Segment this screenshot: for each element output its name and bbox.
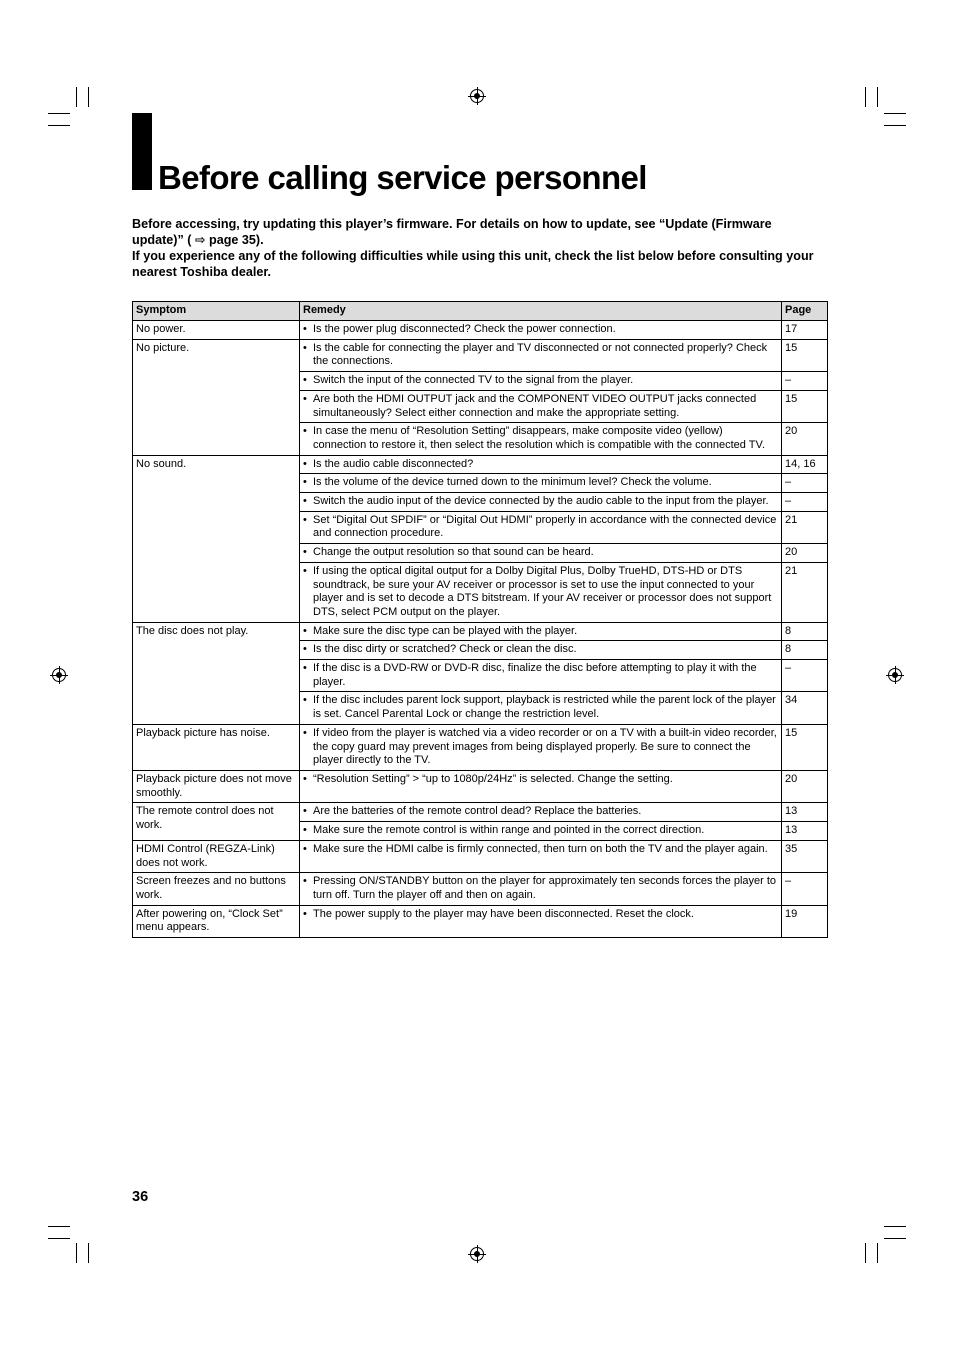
- remedy-item: [303, 694, 778, 721]
- remedy-item: [303, 773, 778, 787]
- remedy-text: If video from the player is watched via a video recorder or on a TV with a built-in video recorder, the copy guard may prevent images from being displayed properly. Be sure to connect the player directly to the TV.: [313, 726, 777, 767]
- remedy-text: Set “Digital Out SPDIF” or “Digital Out HDMI” properly in accordance with the connected device and connection procedure.: [313, 513, 777, 540]
- crop-mark: [88, 87, 89, 107]
- remedy-item: [303, 625, 778, 639]
- remedy-item: [303, 495, 778, 509]
- page-cell: 15: [782, 339, 828, 371]
- remedy-text: “Resolution Setting” > “up to 1080p/24Hz” is selected. Change the setting.: [313, 772, 673, 785]
- crop-mark: [884, 1226, 906, 1227]
- remedy-text: In case the menu of “Resolution Setting” disappears, make composite video (yellow) connection to restore it, then select the resolution which is compatible with the connected TV.: [313, 425, 765, 451]
- page-cell: 13: [782, 822, 828, 841]
- bullet-icon: •: [303, 392, 307, 405]
- remedy-cell: [300, 390, 782, 422]
- remedy-cell: [300, 803, 782, 822]
- table-body: [133, 321, 828, 938]
- symptom-cell: Screen freezes and no buttons work.: [133, 873, 300, 905]
- crop-mark: [884, 113, 906, 114]
- page-cell: 14, 16: [782, 455, 828, 474]
- crop-mark: [48, 113, 70, 114]
- remedy-text: Is the volume of the device turned down to the minimum level? Check the volume.: [313, 476, 712, 489]
- page-cell: 8: [782, 641, 828, 660]
- bullet-icon: •: [303, 842, 307, 855]
- remedy-cell: [300, 873, 782, 905]
- bullet-icon: •: [303, 875, 307, 888]
- page-cell: 8: [782, 622, 828, 641]
- crop-mark: [877, 1243, 878, 1263]
- bullet-icon: •: [303, 425, 307, 438]
- table-row: [133, 455, 828, 474]
- table-row: [133, 622, 828, 641]
- remedy-item: [303, 546, 778, 560]
- remedy-text: Are both the HDMI OUTPUT jack and the COMPONENT VIDEO OUTPUT jacks connected simultaneously? Select either connection and make the appropriate setting.: [313, 392, 757, 419]
- remedy-header: Remedy: [300, 302, 782, 321]
- remedy-cell: [300, 423, 782, 455]
- bullet-icon: •: [303, 772, 307, 785]
- page-cell: 20: [782, 544, 828, 563]
- table-row: [133, 770, 828, 802]
- remedy-item: [303, 727, 778, 768]
- table-row: [133, 840, 828, 872]
- table-row: [133, 339, 828, 371]
- page-title: Before calling service personnel: [158, 159, 647, 196]
- remedy-text: Make sure the remote control is within range and pointed in the correct direction.: [313, 824, 705, 837]
- page-cell: 20: [782, 770, 828, 802]
- page-cell: 20: [782, 423, 828, 455]
- symptom-cell: Playback picture has noise.: [133, 724, 300, 770]
- crop-mark: [865, 87, 866, 107]
- table-header-row: [133, 302, 828, 321]
- remedy-text: Switch the input of the connected TV to the signal from the player.: [313, 374, 634, 387]
- title-bar: [132, 113, 152, 190]
- remedy-text: Are the batteries of the remote control dead? Replace the batteries.: [313, 805, 642, 818]
- page-cell: 15: [782, 724, 828, 770]
- crop-mark: [88, 1243, 89, 1263]
- bullet-icon: •: [303, 694, 307, 707]
- table-row: [133, 321, 828, 340]
- page-cell: 17: [782, 321, 828, 340]
- remedy-cell: [300, 372, 782, 391]
- intro-paragraph: If you experience any of the following difficulties while using this unit, check the list below before consulting your nearest Toshiba dealer.: [132, 249, 814, 279]
- remedy-text: Make sure the disc type can be played with the player.: [313, 624, 578, 637]
- remedy-item: [303, 875, 778, 902]
- remedy-cell: [300, 562, 782, 622]
- symptom-cell: Playback picture does not move smoothly.: [133, 770, 300, 802]
- remedy-text: Make sure the HDMI calbe is firmly connected, then turn on both the TV and the player again.: [313, 842, 768, 855]
- bullet-icon: •: [303, 476, 307, 489]
- symptom-cell: After powering on, “Clock Set” menu appears.: [133, 905, 300, 937]
- remedy-cell: [300, 660, 782, 692]
- registration-mark-icon: [470, 89, 484, 103]
- symptom-cell: No picture.: [133, 339, 300, 455]
- remedy-cell: [300, 641, 782, 660]
- table-row: [133, 724, 828, 770]
- remedy-item: [303, 805, 778, 819]
- remedy-item: [303, 323, 778, 337]
- remedy-text: Pressing ON/STANDBY button on the player for approximately ten seconds forces the player to turn off. Turn the player off and then on again.: [313, 875, 777, 901]
- crop-mark: [884, 125, 906, 126]
- remedy-cell: [300, 905, 782, 937]
- crop-mark: [48, 1238, 70, 1239]
- remedy-text: The power supply to the player may have been disconnected. Reset the clock.: [313, 907, 694, 920]
- bullet-icon: •: [303, 564, 307, 577]
- page-cell: 13: [782, 803, 828, 822]
- page-cell: –: [782, 372, 828, 391]
- remedy-text: If the disc includes parent lock support, playback is restricted while the parent lock of the player is set. Cancel Parental Lock or change the restriction level.: [313, 694, 776, 721]
- bullet-icon: •: [303, 907, 307, 920]
- remedy-text: Is the disc dirty or scratched? Check or clean the disc.: [313, 643, 577, 656]
- remedy-item: [303, 514, 778, 541]
- symptom-cell: HDMI Control (REGZA-Link) does not work.: [133, 840, 300, 872]
- remedy-cell: [300, 724, 782, 770]
- crop-mark: [884, 1238, 906, 1239]
- page-number: 36: [132, 1189, 149, 1205]
- remedy-cell: [300, 692, 782, 724]
- symptom-header: Symptom: [133, 302, 300, 321]
- remedy-text: Is the audio cable disconnected?: [313, 457, 474, 470]
- crop-mark: [76, 87, 77, 107]
- table-row: [133, 905, 828, 937]
- remedy-item: [303, 374, 778, 388]
- bullet-icon: •: [303, 374, 307, 387]
- bullet-icon: •: [303, 726, 307, 739]
- table-row: [133, 803, 828, 822]
- remedy-text: If using the optical digital output for a Dolby Digital Plus, Dolby TrueHD, DTS-HD or DTS soundtrack, be sure your AV receiver or processor is set to use the input connected to your player and is set to decode a DTS bitstream. If your AV receiver or processor does not support DTS, select PCM output on the player.: [313, 564, 772, 618]
- remedy-item: [303, 662, 778, 689]
- bullet-icon: •: [303, 546, 307, 559]
- bullet-icon: •: [303, 624, 307, 637]
- remedy-item: [303, 342, 778, 369]
- symptom-cell: The disc does not play.: [133, 622, 300, 724]
- remedy-cell: [300, 622, 782, 641]
- remedy-item: [303, 458, 778, 472]
- remedy-cell: [300, 339, 782, 371]
- remedy-item: [303, 425, 778, 452]
- intro-paragraph: Before accessing, try updating this player’s firmware. For details on how to update, see “Update (Firmware update)” ( ⇨ page 35).: [132, 217, 772, 247]
- page-cell: 19: [782, 905, 828, 937]
- table-row: [133, 873, 828, 905]
- remedy-item: [303, 824, 778, 838]
- page-cell: 35: [782, 840, 828, 872]
- troubleshooting-table: [132, 301, 828, 938]
- page-cell: –: [782, 474, 828, 493]
- remedy-cell: [300, 321, 782, 340]
- page-header: Page: [782, 302, 828, 321]
- registration-mark-icon: [888, 668, 902, 682]
- remedy-item: [303, 393, 778, 420]
- bullet-icon: •: [303, 457, 307, 470]
- remedy-cell: [300, 511, 782, 543]
- bullet-icon: •: [303, 824, 307, 837]
- bullet-icon: •: [303, 643, 307, 656]
- remedy-item: [303, 643, 778, 657]
- page-cell: –: [782, 873, 828, 905]
- symptom-cell: No sound.: [133, 455, 300, 622]
- bullet-icon: •: [303, 513, 307, 526]
- remedy-cell: [300, 474, 782, 493]
- crop-mark: [865, 1243, 866, 1263]
- symptom-cell: The remote control does not work.: [133, 803, 300, 840]
- remedy-cell: [300, 455, 782, 474]
- remedy-item: [303, 565, 778, 620]
- page-cell: –: [782, 660, 828, 692]
- page-cell: 21: [782, 562, 828, 622]
- remedy-item: [303, 476, 778, 490]
- remedy-text: Switch the audio input of the device connected by the audio cable to the input from the player.: [313, 495, 769, 508]
- bullet-icon: •: [303, 323, 307, 335]
- symptom-cell: No power.: [133, 321, 300, 340]
- crop-mark: [877, 87, 878, 107]
- registration-mark-icon: [52, 668, 66, 682]
- remedy-cell: [300, 770, 782, 802]
- page-cell: –: [782, 493, 828, 512]
- bullet-icon: •: [303, 341, 307, 354]
- intro-text: [132, 216, 822, 280]
- bullet-icon: •: [303, 662, 307, 675]
- remedy-text: Change the output resolution so that sound can be heard.: [313, 546, 594, 559]
- remedy-text: If the disc is a DVD-RW or DVD-R disc, finalize the disc before attempting to play it with the player.: [313, 662, 757, 688]
- remedy-cell: [300, 493, 782, 512]
- crop-mark: [48, 1226, 70, 1227]
- remedy-cell: [300, 544, 782, 563]
- remedy-item: [303, 843, 778, 857]
- remedy-item: [303, 908, 778, 922]
- bullet-icon: •: [303, 805, 307, 818]
- bullet-icon: •: [303, 495, 307, 508]
- crop-mark: [76, 1243, 77, 1263]
- remedy-cell: [300, 840, 782, 872]
- page-cell: 15: [782, 390, 828, 422]
- remedy-text: Is the cable for connecting the player and TV disconnected or not connected properly? Check the connections.: [313, 341, 768, 368]
- remedy-text: Is the power plug disconnected? Check the power connection.: [313, 323, 616, 335]
- registration-mark-icon: [470, 1247, 484, 1261]
- crop-mark: [48, 125, 70, 126]
- remedy-cell: [300, 822, 782, 841]
- page-cell: 21: [782, 511, 828, 543]
- page-cell: 34: [782, 692, 828, 724]
